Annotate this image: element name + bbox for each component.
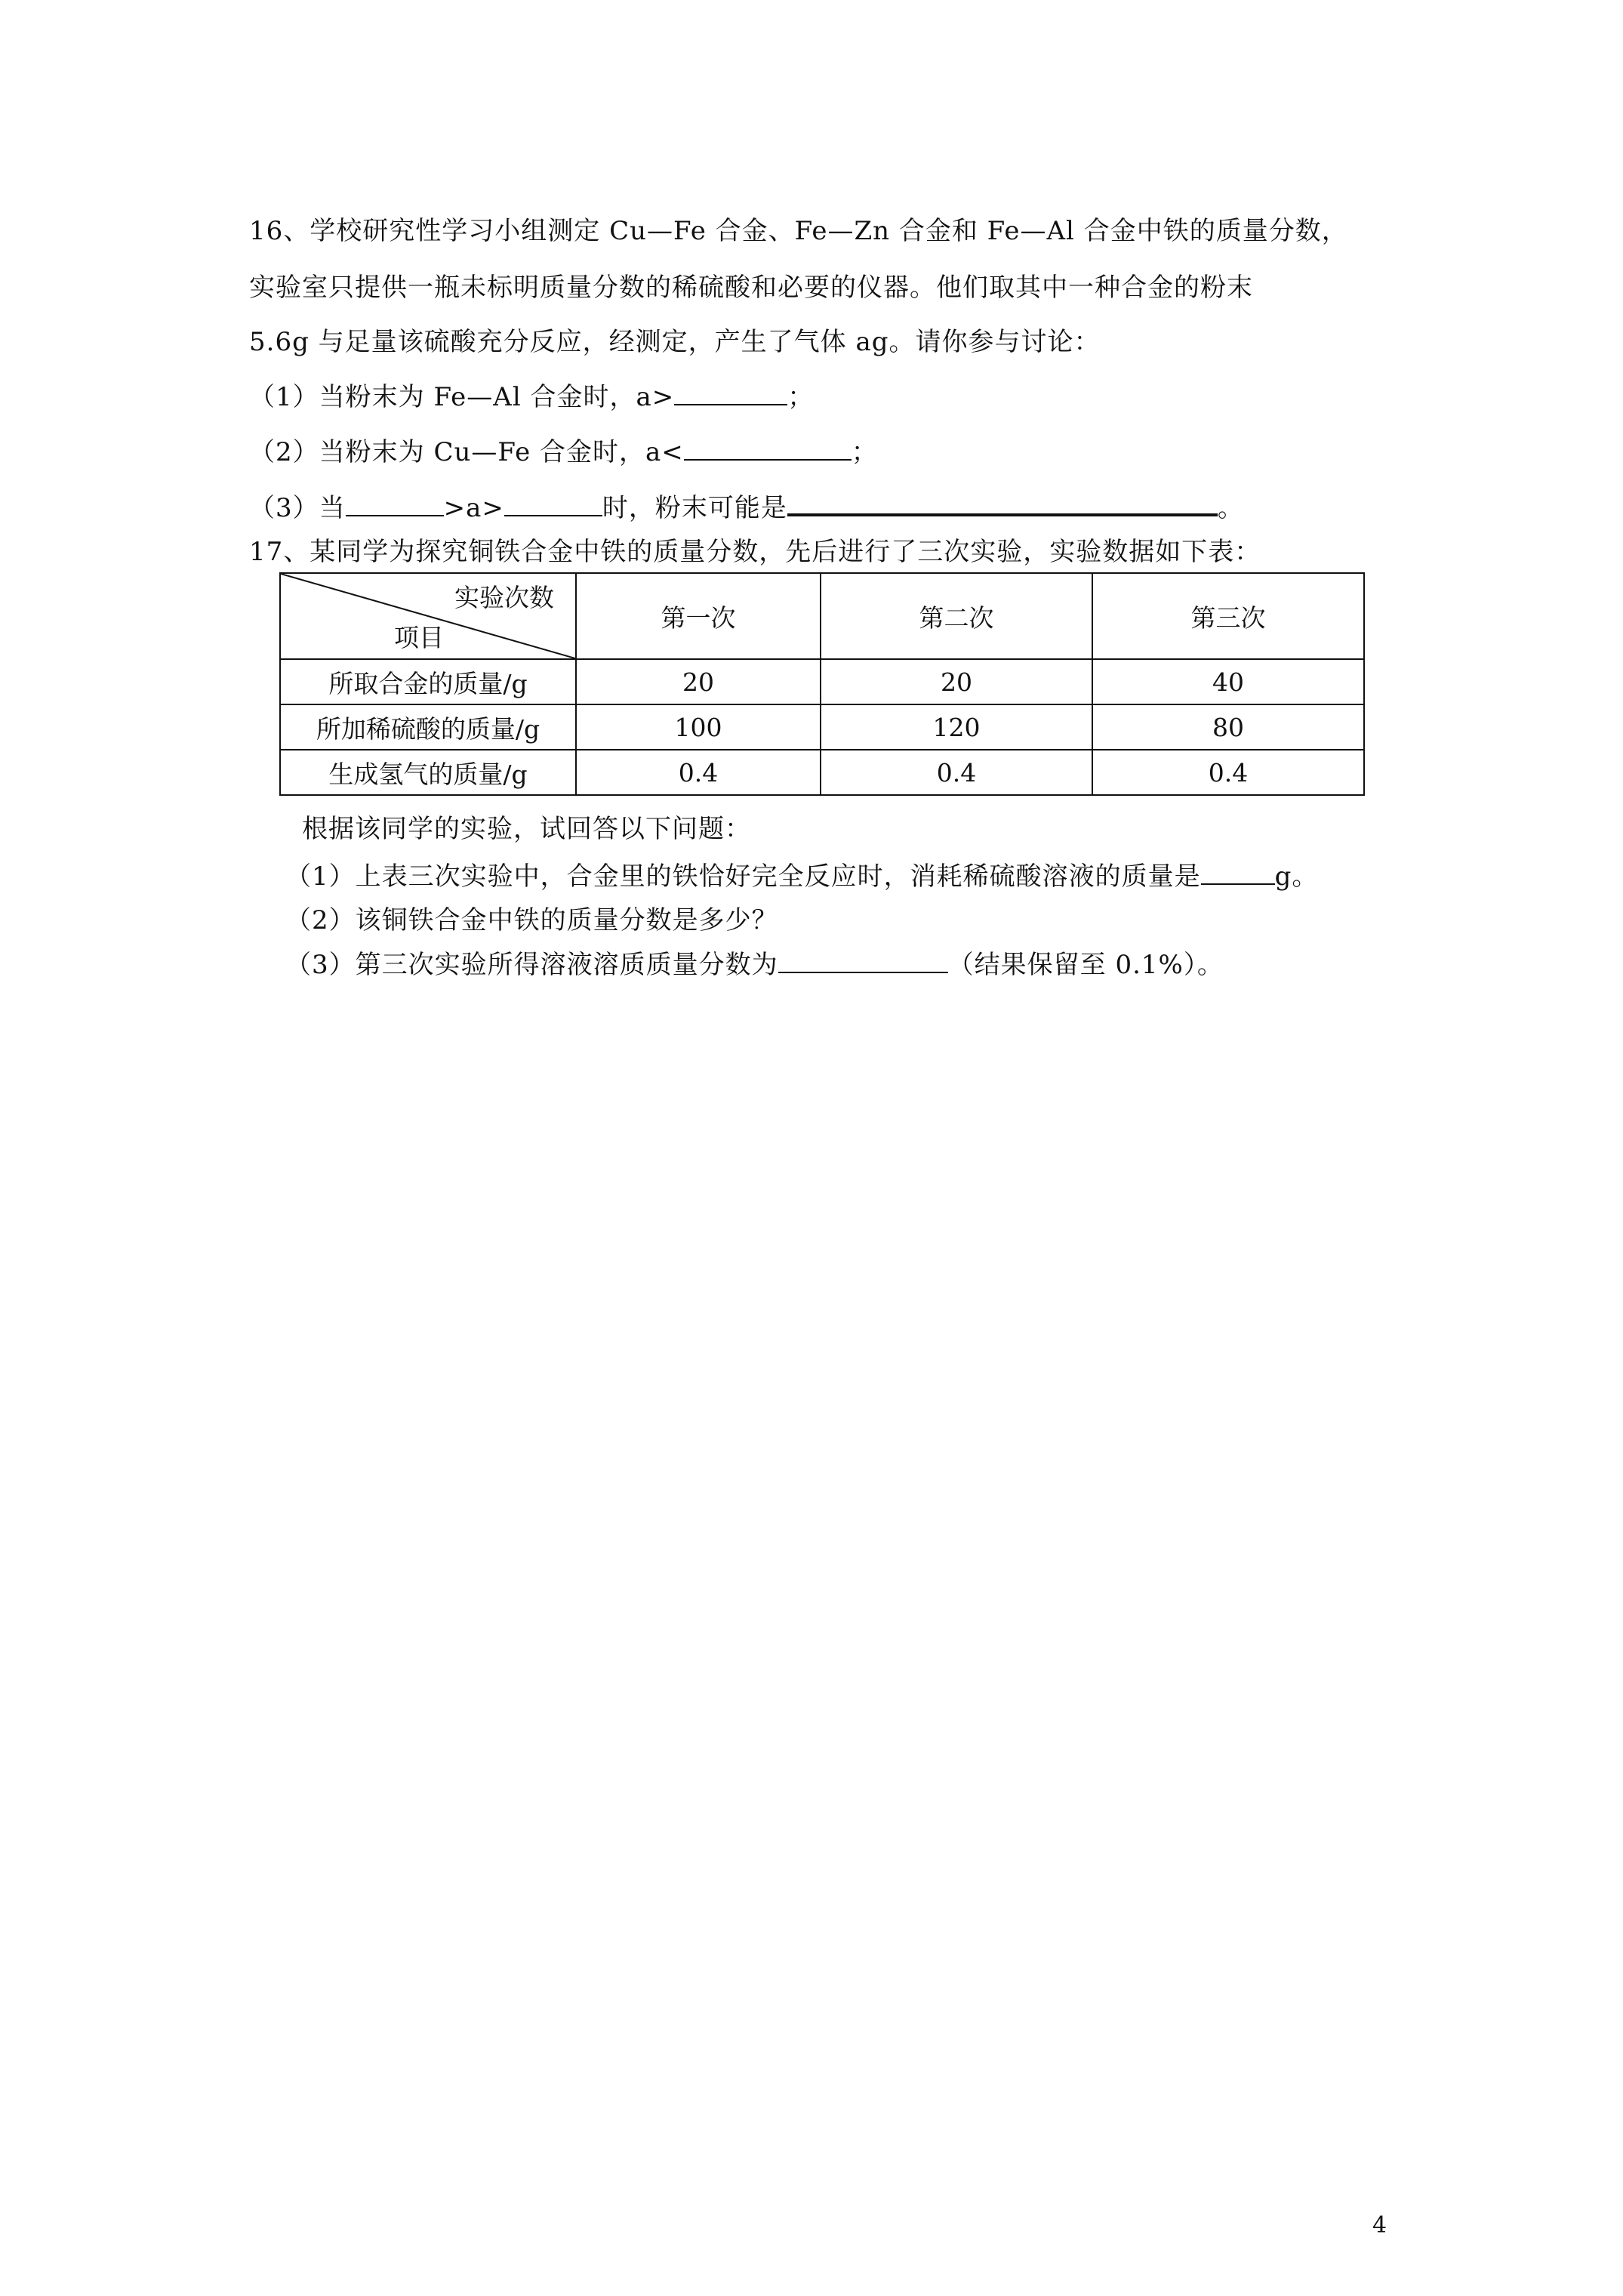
q16-part-1-prefix: （1）当粉末为 Fe—Al 合金时，a> xyxy=(249,382,675,412)
q16-part-3-a: （3）当 xyxy=(249,493,346,523)
q17-lead: 根据该同学的实验，试回答以下问题： xyxy=(302,814,751,844)
table-cell: 20 xyxy=(576,659,821,704)
q16-part-2-blank[interactable] xyxy=(684,436,852,461)
q16-part-2-prefix: （2）当粉末为 Cu—Fe 合金时，a< xyxy=(249,437,684,467)
q16-part-3-blank-3[interactable] xyxy=(787,491,1218,516)
row-label: 所加稀硫酸的质量/g xyxy=(280,704,576,750)
q16-part-3-end: 。 xyxy=(1217,493,1244,523)
corner-top-label: 实验次数 xyxy=(454,583,554,612)
q17-sub-1 xyxy=(285,861,1318,892)
table-row xyxy=(280,704,1364,750)
experiment-table xyxy=(279,572,1365,796)
table-cell: 80 xyxy=(1092,704,1364,750)
row-label: 所取合金的质量/g xyxy=(280,659,576,704)
table-cell: 20 xyxy=(821,659,1092,704)
q16-part-2 xyxy=(249,436,878,468)
q17-sub-2: （2）该铜铁合金中铁的质量分数是多少？ xyxy=(285,905,778,935)
q17-sub-1-blank[interactable] xyxy=(1201,861,1275,885)
q16-part-1-suffix: ； xyxy=(787,382,815,412)
q16-part-2-suffix: ； xyxy=(851,437,878,467)
table-cell: 40 xyxy=(1092,659,1364,704)
q16-part-3-c: 时，粉末可能是 xyxy=(602,493,787,523)
q16-part-1 xyxy=(249,381,814,413)
q16-part-3-b: >a> xyxy=(443,493,504,523)
q17-sub-3-suffix: （结果保留至 0.1%）。 xyxy=(947,950,1224,980)
q16-part-3-blank-2[interactable] xyxy=(504,492,602,516)
q16-part-3-blank-1[interactable] xyxy=(346,492,444,516)
column-header: 第一次 xyxy=(576,573,821,659)
q17-sub-1-suffix: g。 xyxy=(1274,861,1319,892)
column-header: 第三次 xyxy=(1092,573,1364,659)
corner-bottom-label: 项目 xyxy=(394,623,444,652)
table-cell: 100 xyxy=(576,704,821,750)
q16-line-3: 5.6g 与足量该硫酸充分反应，经测定，产生了气体 ag。请你参与讨论： xyxy=(249,327,1101,357)
table-cell: 120 xyxy=(821,704,1092,750)
q16-part-1-blank[interactable] xyxy=(674,381,787,405)
q17-sub-3-prefix: （3）第三次实验所得溶液溶质质量分数为 xyxy=(285,950,778,980)
table-row xyxy=(280,659,1364,704)
table-corner-cell xyxy=(280,573,576,659)
q17-sub-1-prefix: （1）上表三次实验中，合金里的铁恰好完全反应时，消耗稀硫酸溶液的质量是 xyxy=(285,861,1201,892)
q17-sub-3 xyxy=(285,949,1224,981)
q16-line-2: 实验室只提供一瓶未标明质量分数的稀硫酸和必要的仪器。他们取其中一种合金的粉末 xyxy=(249,273,1253,303)
row-label: 生成氢气的质量/g xyxy=(280,750,576,795)
q17-intro: 17、某同学为探究铜铁合金中铁的质量分数，先后进行了三次实验，实验数据如下表： xyxy=(249,537,1261,567)
page-number: 4 xyxy=(1372,2212,1387,2239)
table-header-row xyxy=(280,573,1364,659)
table-cell: 0.4 xyxy=(576,750,821,795)
q16-part-3 xyxy=(249,491,1244,524)
q16-line-1: 16、学校研究性学习小组测定 Cu—Fe 合金、Fe—Zn 合金和 Fe—Al 合金中铁的质量分数， xyxy=(249,216,1348,246)
column-header: 第二次 xyxy=(821,573,1092,659)
table-cell: 0.4 xyxy=(1092,750,1364,795)
table-row xyxy=(280,750,1364,795)
table-cell: 0.4 xyxy=(821,750,1092,795)
q17-sub-3-blank[interactable] xyxy=(778,949,948,973)
